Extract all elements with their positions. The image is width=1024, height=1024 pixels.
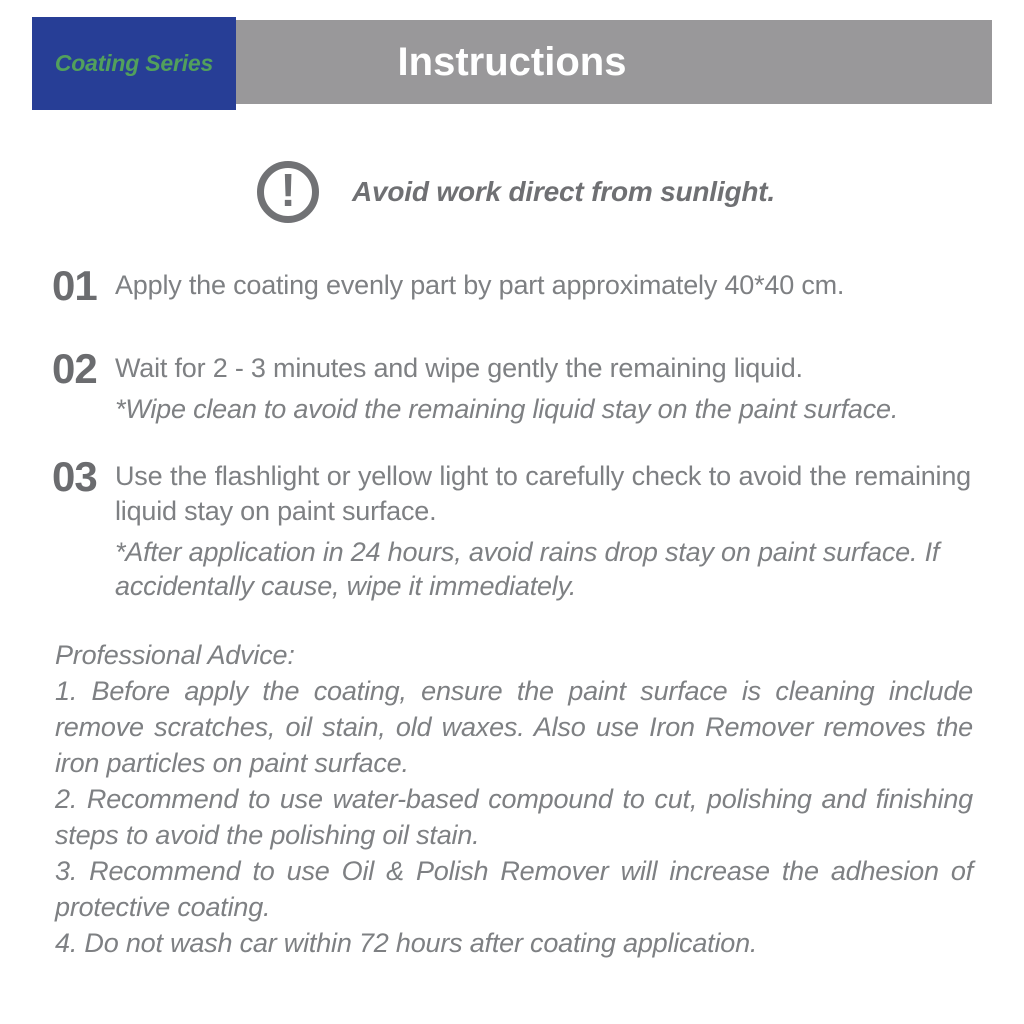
step-text: Use the flashlight or yellow light to carefully check to avoid the remaining liquid stay on paint surface. [115, 461, 971, 526]
warning-text: Avoid work direct from sunlight. [352, 176, 775, 207]
step-note: *After application in 24 hours, avoid rains drop stay on paint surface. If accidentally cause, wipe it immediately. [115, 537, 940, 601]
step-02 [52, 345, 971, 426]
brand-label: Coating Series [54, 50, 214, 76]
advice-item-2: 2. Recommend to use water-based compound to cut, polishing and finishing steps to avoid the polishing oil stain. [55, 784, 973, 850]
step-body [115, 268, 971, 303]
advice-item-4: 4. Do not wash car within 72 hours after coating application. [55, 928, 758, 958]
step-01 [52, 262, 971, 309]
step-body [115, 459, 971, 603]
professional-advice [55, 637, 973, 961]
step-text: Wait for 2 - 3 minutes and wipe gently the remaining liquid. [115, 353, 803, 383]
advice-item-1: 1. Before apply the coating, ensure the paint surface is cleaning include remove scratches, oil stain, old waxes. Also use Iron Remover removes the iron particles on paint surface. [55, 676, 973, 778]
step-03 [52, 453, 971, 603]
step-text: Apply the coating evenly part by part approximately 40*40 cm. [115, 270, 845, 300]
step-number: 03 [52, 453, 97, 500]
step-body [115, 351, 971, 426]
page-title: Instructions [397, 40, 627, 84]
warning-banner [257, 161, 775, 223]
step-note: *Wipe clean to avoid the remaining liquid stay on the paint surface. [115, 394, 899, 424]
advice-item-3: 3. Recommend to use Oil & Polish Remover will increase the adhesion of protective coating. [55, 856, 973, 922]
step-number: 01 [52, 262, 97, 309]
advice-heading: Professional Advice: [55, 640, 295, 670]
exclamation-circle-icon: ! [257, 161, 319, 223]
step-number: 02 [52, 345, 97, 392]
